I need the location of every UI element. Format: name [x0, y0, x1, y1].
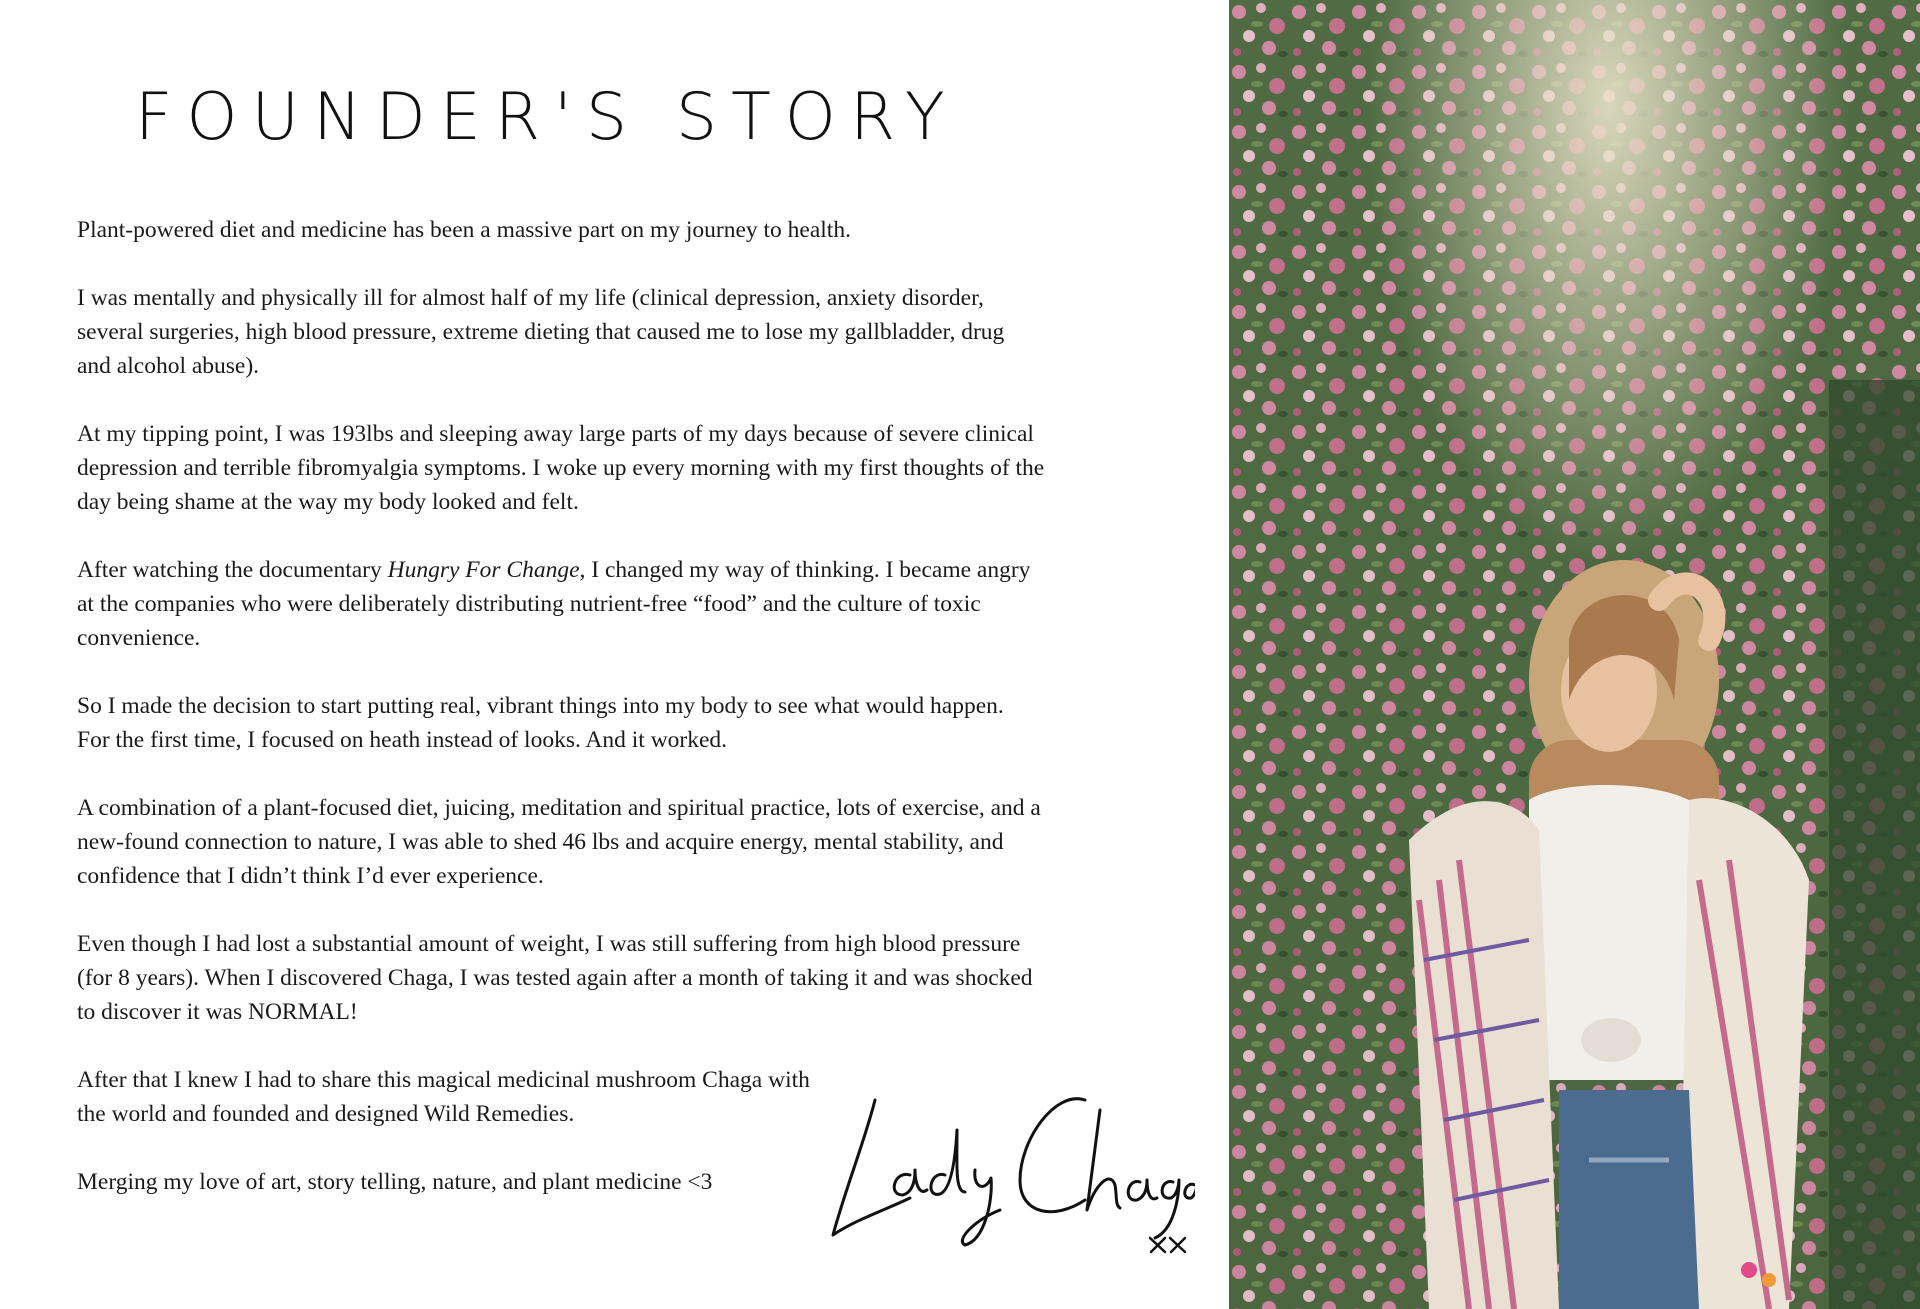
woman-among-pink-flowers-photo-icon — [1229, 0, 1920, 1309]
woman-among-pink-flowers-photo — [1229, 0, 1920, 1309]
story-paragraph-1: Plant-powered diet and medicine has been a massive part on my journey to health. — [77, 217, 851, 243]
story-paragraph-4-rest: , I changed my way of thinking. I became angry at the companies who were deliberately distributing nutrient-free “food” and the culture of toxic convenience. — [77, 557, 1031, 651]
story-paragraph-7: Even though I had lost a substantial amount of weight, I was still suffering from high blood pressure (for 8 years). When I discovered Chaga, I was tested again after a month of taking it and was shocked to discover it was NORMAL! — [77, 931, 1033, 1025]
story-paragraph-2: I was mentally and physically ill for almost half of my life (clinical depression, anxiety disorder, several surgeries, high blood pressure, extreme dieting that caused me to lose my gallbladder, drug and alcohol abuse). — [77, 285, 1005, 379]
signature — [815, 1070, 1195, 1270]
story-paragraph-4 — [77, 553, 1032, 655]
story-paragraph-8: After that I knew I had to share this magical medicinal mushroom Chaga with the world and founded and designed Wild Remedies. — [77, 1067, 810, 1127]
story-paragraph-9: Merging my love of art, story telling, nature, and plant medicine <3 — [77, 1169, 713, 1195]
page-title: FOUNDER'S STORY — [135, 80, 959, 155]
story-paragraph-6: A combination of a plant-focused diet, juicing, meditation and spiritual practice, lots of exercise, and a new-found connection to nature, I was able to shed 46 lbs and acquire energy, mental stability, and confidence that I didn’t think I’d ever experience. — [77, 795, 1041, 889]
story-paragraph-3: At my tipping point, I was 193lbs and sleeping away large parts of my days because of severe clinical depression and terrible fibromyalgia symptoms. I woke up every morning with my first thoughts of the day being shame at the way my body looked and felt. — [77, 421, 1045, 515]
documentary-title: Hungry For Change — [387, 557, 580, 583]
story-paragraph-4-lead: After watching the documentary — [77, 557, 388, 583]
story-paragraph-5: So I made the decision to start putting real, vibrant things into my body to see what would happen. For the first time, I focused on heath instead of looks. And it worked. — [77, 693, 1004, 753]
